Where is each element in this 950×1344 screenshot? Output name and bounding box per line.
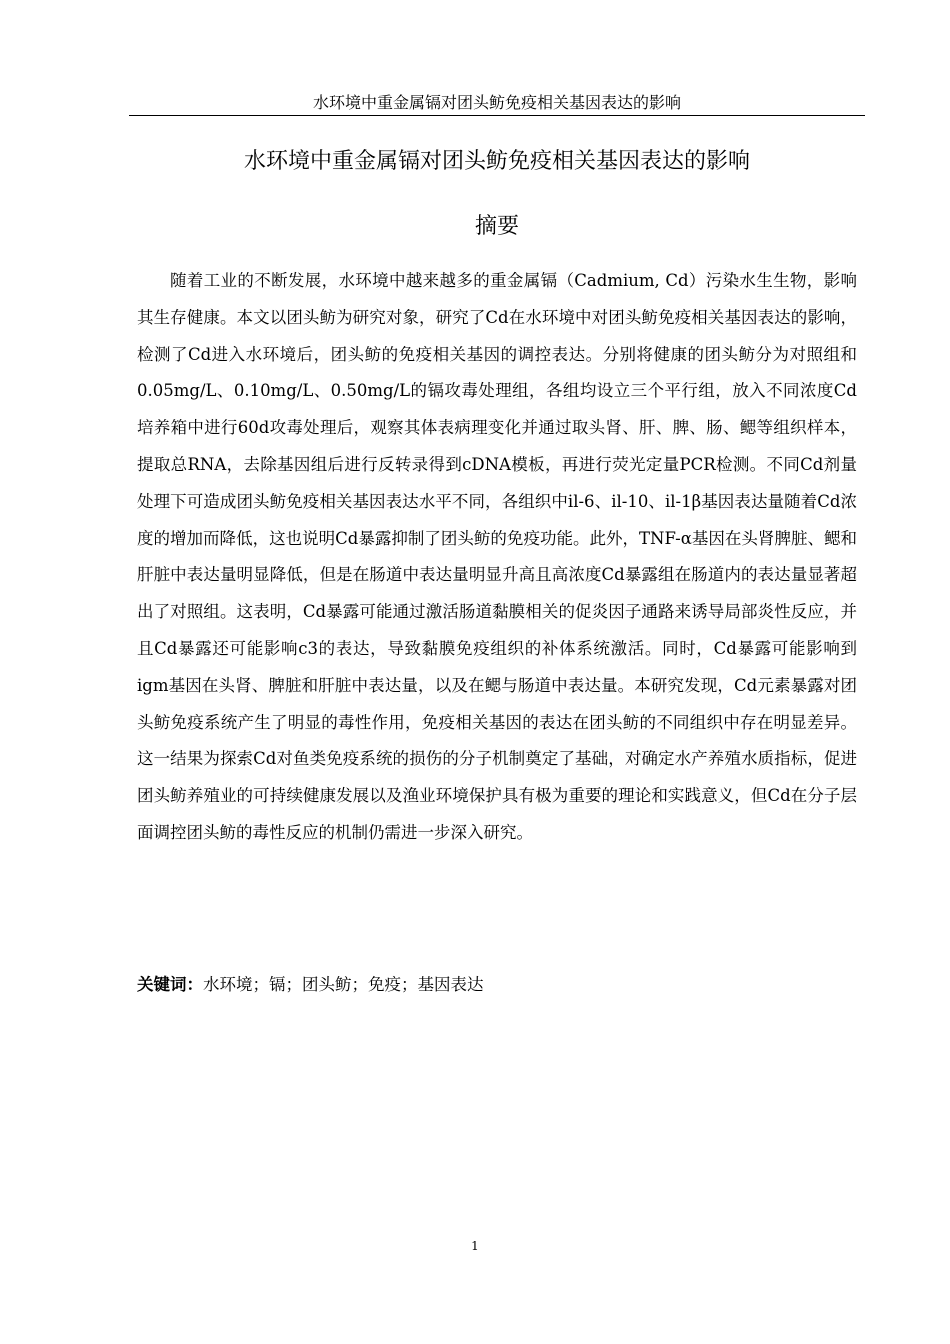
page-number: 1 <box>471 1239 479 1253</box>
header-divider <box>129 115 865 116</box>
abstract-body: 随着工业的不断发展，水环境中越来越多的重金属镉（Cadmium, Cd）污染水生生物，影响其生存健康。本文以团头鲂为研究对象，研究了Cd在水环境中对团头鲂免疫相关基因表达的影响，检测了Cd进入水环境后，团头鲂的免疫相关基因的调控表达。分别将健康的团头鲂分为对照组和0.05mg/L、0.10mg/L、0.50mg/L的镉攻毒处理组，各组均设立三个平行组，放入不同浓度Cd培养箱中进行60d攻毒处理后，观察其体表病理变化并通过取头肾、肝、脾、肠、鳃等组织样本，提取总RNA，去除基因组后进行反转录得到cDNA模板，再进行荧光定量PCR检测。不同Cd剂量处理下可造成团头鲂免疫相关基因表达水平不同，各组织中il-6、il-10、il-1β基因表达量随着Cd浓度的增加而降低，这也说明Cd暴露抑制了团头鲂的免疫功能。此外，TNF-α基因在头肾脾脏、鳃和肝脏中表达量明显降低，但是在肠道中表达量明显升高且高浓度Cd暴露组在肠道内的表达量显著超出了对照组。这表明，Cd暴露可能通过激活肠道黏膜相关的促炎因子通路来诱导局部炎性反应，并且Cd暴露还可能影响c3的表达，导致黏膜免疫组织的补体系统激活。同时，Cd暴露可能影响到igm基因在头肾、脾脏和肝脏中表达量，以及在鳃与肠道中表达量。本研究发现，Cd元素暴露对团头鲂免疫系统产生了明显的毒性作用，免疫相关基因的表达在团头鲂的不同组织中存在明显差异。这一结果为探索Cd对鱼类免疫系统的损伤的分子机制奠定了基础，对确定水产养殖水质指标，促进团头鲂养殖业的可持续健康发展以及渔业环境保护具有极为重要的理论和实践意义，但Cd在分子层面调控团头鲂的毒性反应的机制仍需进一步深入研究。 <box>137 271 857 842</box>
keywords-label: 关键词： <box>137 975 203 994</box>
document-title: 水环境中重金属镉对团头鲂免疫相关基因表达的影响 <box>243 149 750 174</box>
abstract-heading: 摘要 <box>474 214 519 239</box>
running-header: 水环境中重金属镉对团头鲂免疫相关基因表达的影响 <box>312 93 681 112</box>
keywords-line <box>137 970 857 1000</box>
keywords-value: 水环境；镉；团头鲂；免疫；基因表达 <box>203 975 484 994</box>
